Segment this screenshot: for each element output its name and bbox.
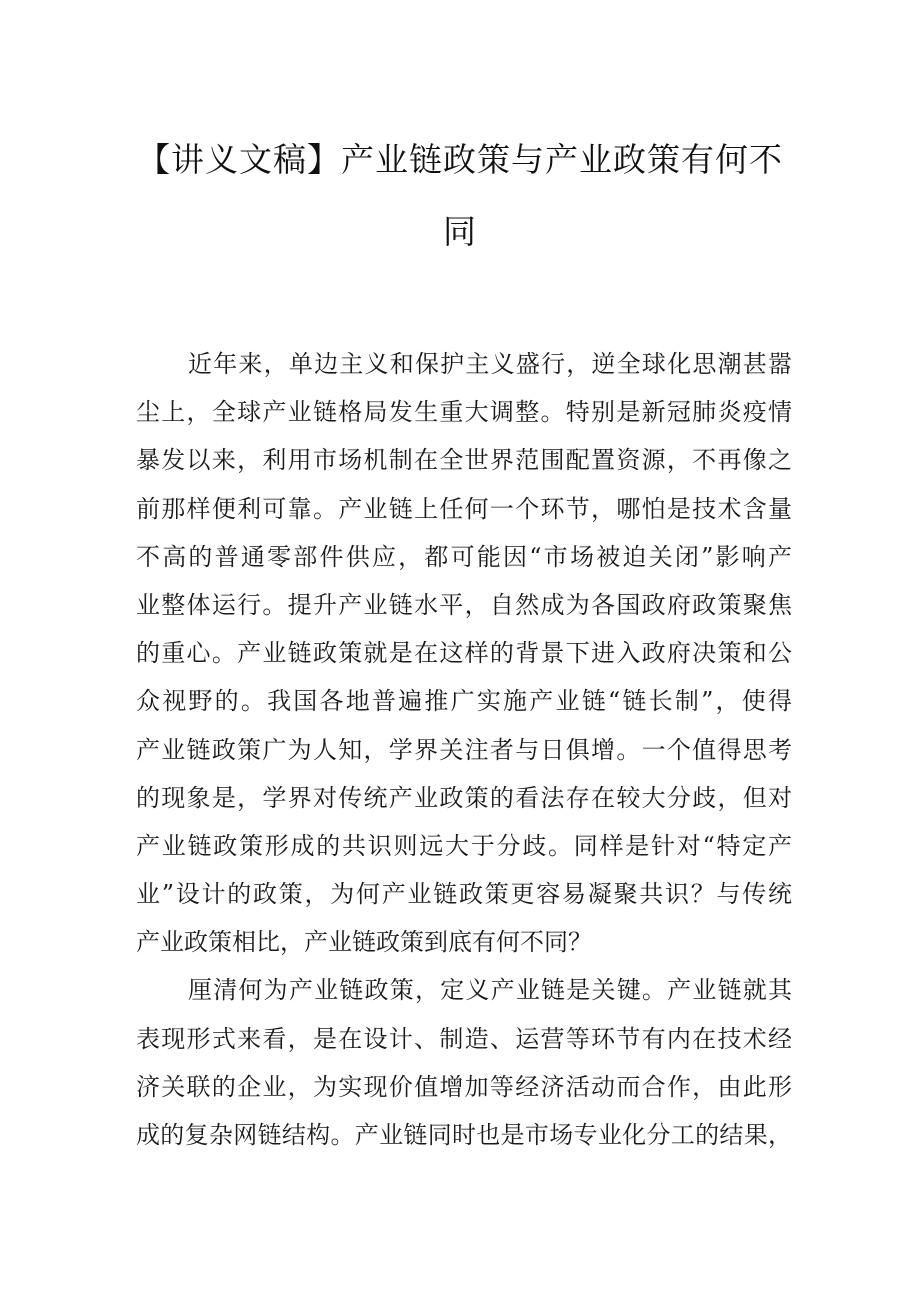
text-line: 成的复杂网链结构。产业链同时也是市场专业化分工的结果， — [136, 1121, 792, 1149]
text-line: 产业政策相比，产业链政策到底有何不同？ — [136, 928, 592, 957]
document-title — [100, 124, 820, 268]
text-line: 业”设计的政策，为何产业链政策更容易凝聚共识？与传统 — [136, 880, 792, 909]
text-line: 济关联的企业，为实现价值增加等经济活动而合作，由此形 — [136, 1072, 792, 1101]
text-line: 近年来，单边主义和保护主义盛行，逆全球化思潮甚嚣 — [188, 350, 792, 378]
text-line: 不高的普通零部件供应，都可能因“市场被迫关闭”影响产 — [136, 542, 792, 571]
text-line: 的现象是，学界对传统产业政策的看法存在较大分歧，但对 — [136, 783, 792, 812]
text-line: 表现形式来看，是在设计、制造、运营等环节有内在技术经 — [136, 1024, 792, 1053]
document-body — [136, 340, 792, 1159]
text-line: 产业链政策形成的共识则远大于分歧。同样是针对“特定产 — [136, 831, 792, 860]
text-line: 尘上，全球产业链格局发生重大调整。特别是新冠肺炎疫情 — [136, 398, 792, 427]
title-line-1: 【讲义文稿】产业链政策与产业政策有何不 — [137, 140, 783, 179]
text-line: 众视野的。我国各地普遍推广实施产业链“链长制”，使得 — [136, 687, 792, 716]
text-line: 产业链政策广为人知，学界关注者与日俱增。一个值得思考 — [136, 735, 792, 764]
text-line: 业整体运行。提升产业链水平，自然成为各国政府政策聚焦 — [136, 590, 792, 619]
text-line: 厘清何为产业链政策，定义产业链是关键。产业链就其 — [188, 976, 792, 1005]
text-line: 前那样便利可靠。产业链上任何一个环节，哪怕是技术含量 — [136, 494, 792, 523]
text-line: 的重心。产业链政策就是在这样的背景下进入政府决策和公 — [136, 639, 792, 668]
paragraph-1 — [136, 340, 792, 966]
text-line: 暴发以来，利用市场机制在全世界范围配置资源，不再像之 — [136, 446, 792, 475]
title-line-2: 同 — [443, 212, 477, 251]
paragraph-2 — [136, 966, 792, 1159]
